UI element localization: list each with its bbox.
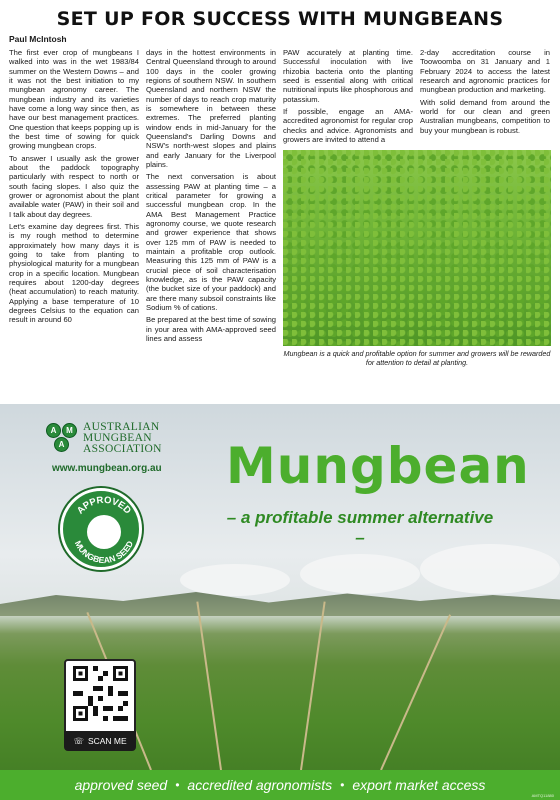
ama-letter: M: [62, 423, 77, 438]
promo-panel: [0, 404, 560, 800]
website-link[interactable]: www.mungbean.org.au: [52, 463, 162, 474]
article-column-3: [283, 48, 413, 147]
mungbean-crop-photo: [283, 150, 551, 346]
footer-item-export-market-access: export market access: [352, 777, 486, 793]
svg-text:MUNGBEAN SEED: MUNGBEAN SEED: [72, 539, 136, 566]
article-column-wide: [283, 48, 551, 396]
cloud-shape: [420, 544, 560, 594]
promo-subtitle: – a profitable summer alternative –: [226, 508, 494, 547]
ama-logo-mark: [46, 423, 80, 453]
approved-seed-badge: [60, 488, 142, 570]
article-column-4: [420, 48, 550, 147]
photo-caption: Mungbean is a quick and profitable option for summer and growers will be rewarded for attention to detail at planting.: [283, 349, 551, 368]
paragraph: The next conversation is about assessing PAW at planting time – a critical parameter for growing a successful mungbean crop. In the AMA Best Management Practice agronomy course, we quote research and grower experience that shows over 125 mm of PAW is needed to maintain a profitable crop outlook. Measuring this 125 mm of PAW is a crucial piece of soil characterisation knowledge, as is the PAW capacity (the bucket size of your paddock) and are there many subsoil constraints like Sodium % of cations.: [146, 172, 276, 312]
footer-banner: [0, 770, 560, 800]
ama-wordmark-line: AUSTRALIAN: [83, 421, 160, 433]
phone-icon: ☏: [73, 735, 84, 746]
scan-me-label: SCAN ME: [87, 736, 127, 746]
field-row: [196, 602, 222, 771]
svg-text:APPROVED: APPROVED: [74, 494, 134, 517]
field-row: [380, 614, 451, 770]
paragraph: If possible, engage an AMA-accredited agronomist for regular crop checks and advice. Agronomists and growers are invited to attend a: [283, 106, 413, 144]
paragraph: The first ever crop of mungbeans I walked into was in the wet 1983/84 summer on the Western Downs – and it was not the best initiation to my mungbean agronomy career. The mungbean industry and its varieties have come a long way since then, as have our best management practices. One question that keeps popping up is the best time of sowing for quick growing mungbean crops.: [9, 48, 139, 151]
ama-letter: A: [54, 437, 69, 452]
badge-center: [87, 515, 121, 549]
scan-me-button[interactable]: [64, 731, 136, 751]
article-column-1: [9, 48, 139, 396]
cloud-shape: [300, 554, 420, 594]
paragraph: To answer I usually ask the grower about the paddock topography particularly with respect to north or south facing slopes. I also quiz the grower or agronomist about the plant available water (PAW) in their soil and I talk about day degrees.: [9, 153, 139, 219]
ama-wordmark-line: MUNGBEAN: [83, 431, 152, 444]
paragraph: Be prepared at the best time of sowing in your area with AMA-approved seed lines and assess: [146, 315, 276, 343]
paragraph: With solid demand from around the world for our clean and green Australian mungbeans, competition to buy your mungbean is robust.: [420, 97, 550, 135]
paragraph: 2-day accreditation course in Toowoomba on 31 January and 1 February 2024 to access the latest research and agronomic practices for mungbean production and marketing.: [420, 48, 550, 95]
bullet-separator: •: [340, 778, 345, 792]
paragraph: days in the hottest environments in Central Queensland through to around 100 days in the cooler growing regions of southern NSW. In southern Queensland and northern NSW the number of days to reach crop maturity is somewhere in between these extremes. The preferred planting window ends in mid-January for the Queensland's Darling Downs and NSW's north-west slopes and plains and early January for the Liverpool plains.: [146, 48, 276, 169]
promo-title: Mungbean: [226, 437, 530, 495]
bullet-separator: •: [175, 778, 180, 792]
print-code: AMTQ11880: [531, 793, 554, 798]
cloud-shape: [180, 564, 290, 596]
paragraph: Let's examine day degrees first. This is my rough method to determine approximately how many days it is going to take from planting to physiological maturity for a mungbean crop in a specific location. Mungbean requires about 1200-day degrees (heat accumulation) to reach maturity. Applying a base temperature of 10 degrees Celsius to the equation can result in around 60: [9, 221, 139, 325]
qr-code-icon: [73, 666, 128, 721]
article-column-2: [146, 48, 276, 396]
ama-letter: A: [46, 423, 61, 438]
footer-item-accredited-agronomists: accredited agronomists: [187, 777, 333, 793]
ama-wordmark-line: ASSOCIATION: [83, 442, 162, 455]
article-headline: SET UP FOR SUCCESS WITH MUNGBEANS: [56, 8, 504, 30]
footer-item-approved-seed: approved seed: [74, 777, 168, 793]
paragraph: PAW accurately at planting time. Successful inoculation with live rhizobia bacteria onto the planting seed is essential along with critical nutritional inputs like phosphorous and potassium.: [283, 48, 413, 104]
ama-wordmark: [83, 422, 162, 455]
author-byline: Paul McIntosh: [9, 34, 67, 44]
article-body: [9, 48, 551, 396]
ama-logo: [46, 422, 162, 455]
field-row: [300, 602, 326, 771]
